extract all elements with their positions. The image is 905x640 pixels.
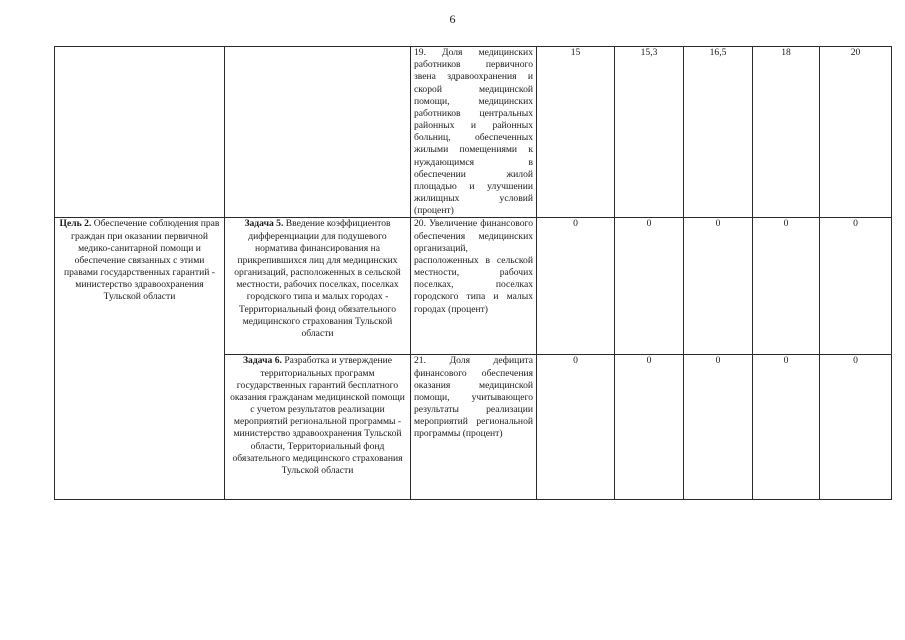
- task-cell: [225, 218, 411, 355]
- value-cell: 0: [684, 218, 753, 355]
- value-cell: 16,5: [684, 47, 753, 218]
- value-cell: 20: [820, 47, 892, 218]
- goal-cell: [55, 218, 225, 500]
- goal-cell: [55, 47, 225, 218]
- goal-label: Цель 2.: [59, 218, 92, 230]
- value-cell: 0: [753, 218, 820, 355]
- value-cell: 18: [753, 47, 820, 218]
- task-cell: [225, 355, 411, 500]
- task-label: Задача 6.: [242, 355, 282, 367]
- value-cell: 15: [537, 47, 615, 218]
- value-cell: 0: [615, 218, 684, 355]
- indicator-cell: 19. Доля медицинских работников первичного звена здравоохранения и скорой медицинской помощи, медицинских работников центральных районных и районных больниц, обеспеченных жилыми помещениями к нуждающимся в обеспечении жилой площадью и улучшении жилищных условий (процент): [411, 47, 537, 218]
- value-cell: 0: [537, 218, 615, 355]
- table-row: [55, 218, 892, 355]
- value-cell: 0: [537, 355, 615, 500]
- table-row: [55, 47, 892, 218]
- page-number: 6: [449, 12, 456, 26]
- value-cell: 0: [753, 355, 820, 500]
- indicator-cell: 21. Доля дефицита финансового обеспечения оказания медицинской помощи, учитывающего результаты реализации мероприятий региональной программы (процент): [411, 355, 537, 500]
- goal-text: Обеспечение соблюдения прав граждан при оказании первичной медико-санитарной помощи и обеспечение связанных с этими правами государственных гарантий - министерство здравоохранения Тульской области: [64, 218, 220, 303]
- task-text: Введение коэффициентов дифференциации для подушевого норматива финансирования на прикрепившихся лиц для медицинских организаций, расположенных в сельской местности, рабочих поселках, поселках городского типа и малых городах - Территориальный фонд обязательного медицинского страхования Тульской области: [234, 218, 401, 339]
- indicator-cell: 20. Увеличение финансового обеспечения медицинских организаций, расположенных в сельской местности, рабочих поселках, поселках городского типа и малых городах (процент): [411, 218, 537, 355]
- task-cell: [225, 47, 411, 218]
- value-cell: 0: [820, 218, 892, 355]
- value-cell: 15,3: [615, 47, 684, 218]
- task-text: Разработка и утверждение территориальных программ государственных гарантий бесплатного оказания гражданам медицинской помощи с учетом результатов реализации мероприятий региональной программы - министерство здравоохранения Тульской области, Территориальный фонд обязательного медицинского страхования Тульской области: [230, 355, 405, 476]
- program-indicators-table: [54, 46, 892, 500]
- task-label: Задача 5.: [244, 218, 284, 230]
- value-cell: 0: [684, 355, 753, 500]
- value-cell: 0: [615, 355, 684, 500]
- value-cell: 0: [820, 355, 892, 500]
